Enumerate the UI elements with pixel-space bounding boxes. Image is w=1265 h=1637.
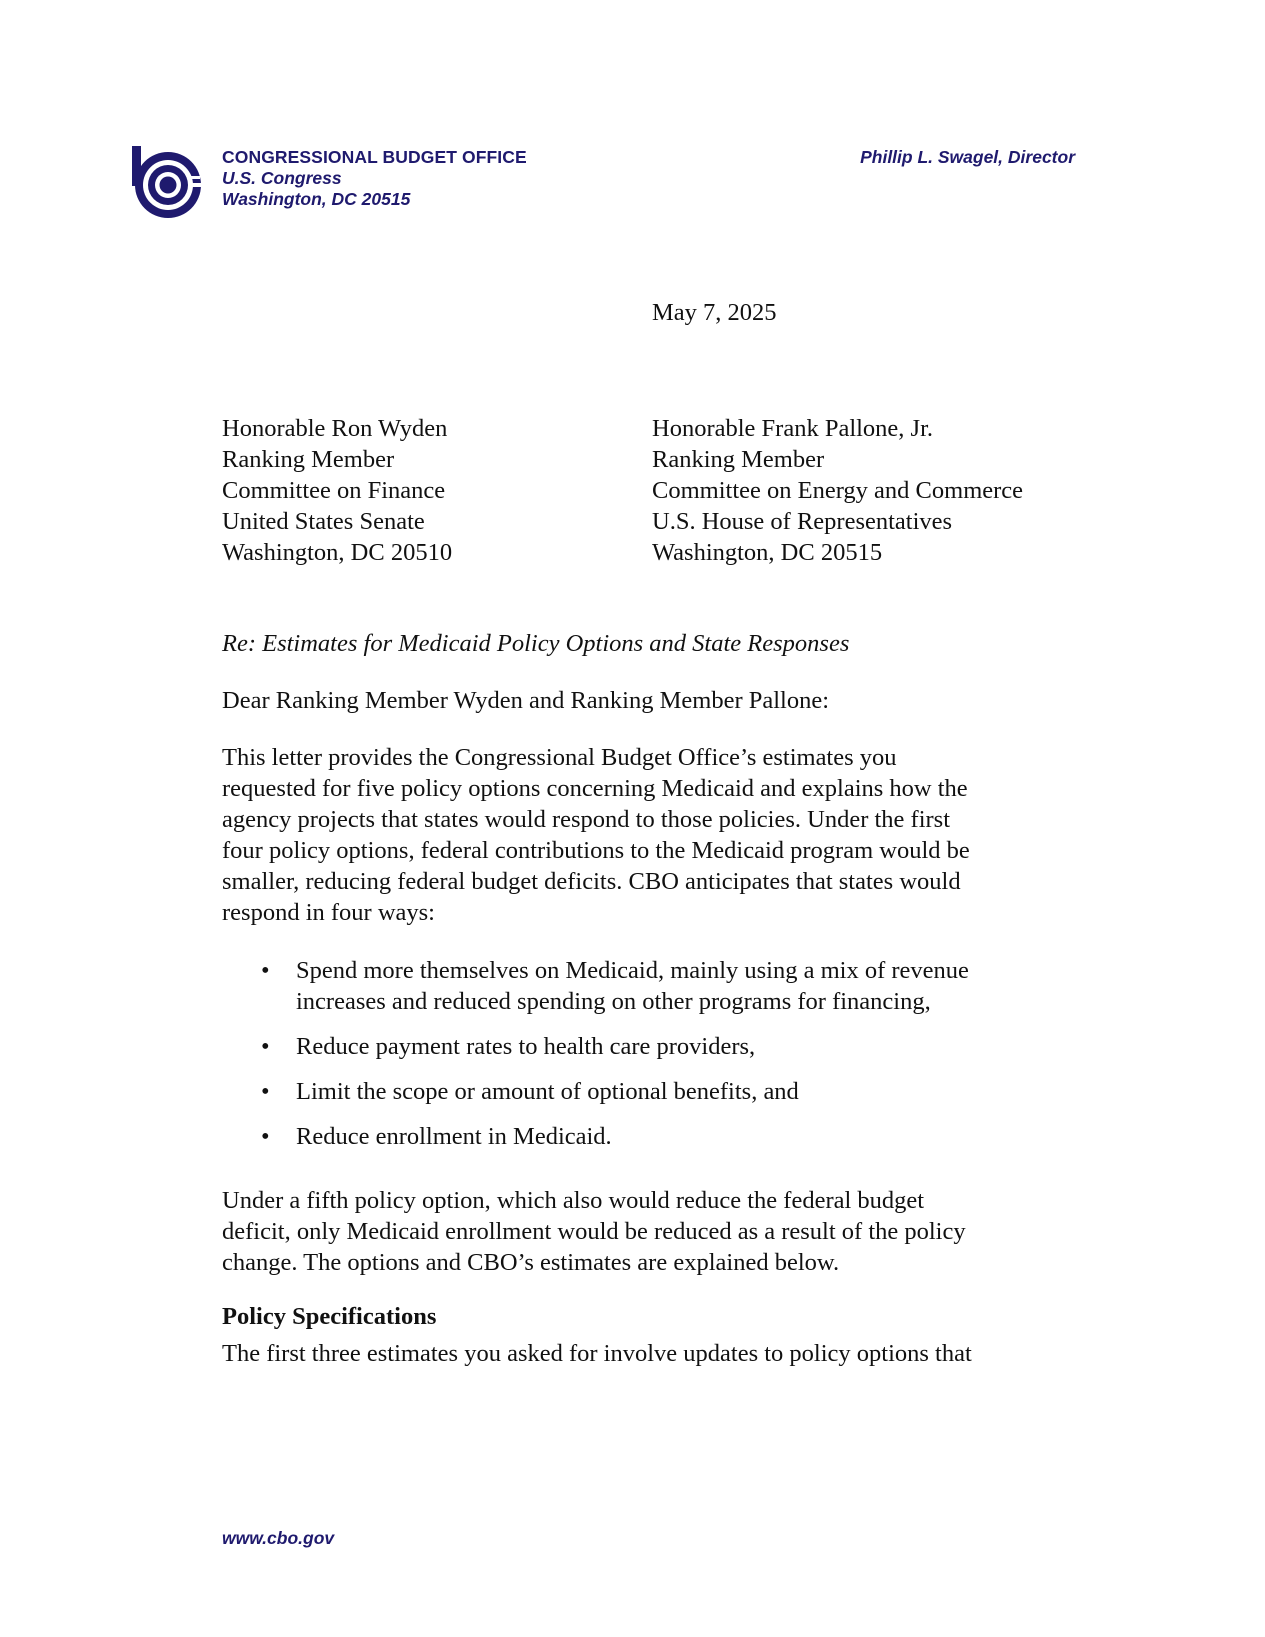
address-line: Honorable Ron Wyden (222, 415, 448, 442)
body-paragraph-1 (222, 742, 1072, 928)
organization-name: CONGRESSIONAL BUDGET OFFICE (222, 147, 527, 167)
letterhead-line-2: U.S. Congress (222, 168, 342, 188)
list-item-line: Limit the scope or amount of optional benefits, and (296, 1078, 799, 1105)
letter-date: May 7, 2025 (652, 299, 777, 326)
address-line: U.S. House of Representatives (652, 508, 953, 535)
cbo-logo-icon (130, 146, 204, 222)
bullet-icon: • (261, 1123, 270, 1150)
body-paragraph-3 (222, 1338, 1072, 1369)
recipient-address-pallone (652, 413, 1023, 568)
bullet-icon: • (261, 1033, 270, 1060)
address-line: Ranking Member (222, 446, 395, 473)
list-item (222, 1031, 1082, 1062)
address-line: Committee on Energy and Commerce (652, 477, 1024, 504)
address-line: United States Senate (222, 508, 425, 535)
paragraph-line: Under a fifth policy option, which also would reduce the federal budget (222, 1187, 925, 1214)
letterhead-address (222, 147, 527, 210)
bullet-icon: • (261, 1078, 270, 1105)
list-item (222, 955, 1082, 1017)
director-name: Phillip L. Swagel, Director (860, 147, 1075, 167)
bullet-list (222, 955, 1082, 1166)
paragraph-line: This letter provides the Congressional Budget Office’s estimates you (222, 744, 897, 771)
paragraph-line: respond in four ways: (222, 899, 435, 926)
address-line: Committee on Finance (222, 477, 446, 504)
paragraph-line: requested for five policy options concerning Medicaid and explains how the (222, 775, 968, 802)
list-item-line: increases and reduced spending on other programs for financing, (296, 988, 931, 1015)
address-line: Ranking Member (652, 446, 825, 473)
footer-website-link[interactable]: www.cbo.gov (222, 1528, 335, 1548)
list-item (222, 1076, 1082, 1107)
subject-line: Re: Estimates for Medicaid Policy Options and State Responses (222, 630, 850, 657)
bullet-icon: • (261, 957, 270, 984)
paragraph-line: smaller, reducing federal budget deficits. CBO anticipates that states would (222, 868, 961, 895)
list-item-line: Reduce enrollment in Medicaid. (296, 1123, 612, 1150)
list-item (222, 1121, 1082, 1152)
address-line: Washington, DC 20515 (652, 539, 883, 566)
paragraph-line: four policy options, federal contributions to the Medicaid program would be (222, 837, 970, 864)
paragraph-line: agency projects that states would respond to those policies. Under the first (222, 806, 951, 833)
paragraph-line: deficit, only Medicaid enrollment would be reduced as a result of the policy (222, 1218, 966, 1245)
paragraph-line: change. The options and CBO’s estimates are explained below. (222, 1249, 840, 1276)
body-paragraph-2 (222, 1185, 1072, 1278)
letterhead-line-3: Washington, DC 20515 (222, 189, 411, 209)
list-item-line: Spend more themselves on Medicaid, mainly using a mix of revenue (296, 957, 969, 984)
recipient-address-wyden (222, 413, 452, 568)
section-heading: Policy Specifications (222, 1303, 437, 1330)
address-line: Washington, DC 20510 (222, 539, 453, 566)
paragraph-line: The first three estimates you asked for involve updates to policy options that (222, 1340, 972, 1367)
salutation: Dear Ranking Member Wyden and Ranking Member Pallone: (222, 687, 830, 714)
list-item-line: Reduce payment rates to health care providers, (296, 1033, 756, 1060)
address-line: Honorable Frank Pallone, Jr. (652, 415, 934, 442)
